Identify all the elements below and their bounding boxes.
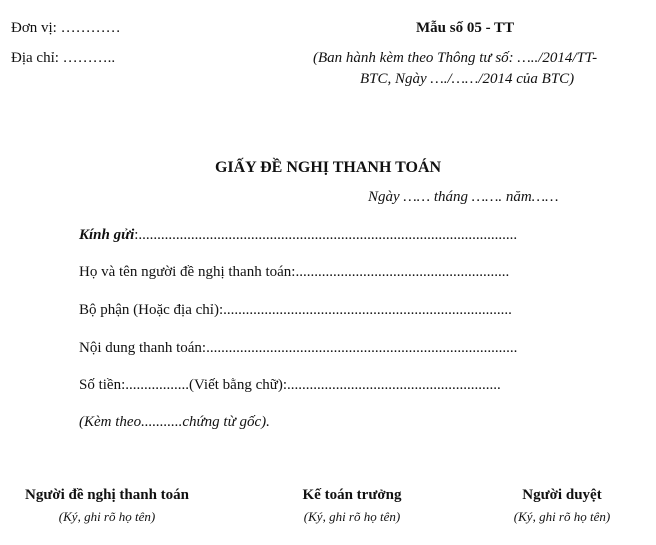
signature-note: (Ký, ghi rõ họ tên) <box>303 509 401 524</box>
unit-line: Đơn vị: ………… <box>11 20 121 36</box>
signature-chief-accountant <box>242 487 462 525</box>
field-bo-phan: Bộ phận (Hoặc địa chỉ):............................................................................. <box>79 302 512 318</box>
signature-approver <box>452 487 656 525</box>
kinh-gui-dots: :..................................................................................................... <box>134 227 518 243</box>
issued-note-line-1: (Ban hành kèm theo Thông tư số: …../2014/TT- <box>313 50 598 66</box>
field-so-tien: Số tiền:.................(Viết bằng chữ):......................................................... <box>79 377 501 393</box>
kinh-gui-label: Kính gửi <box>79 227 135 243</box>
field-ho-ten: Họ và tên người đề nghị thanh toán:......................................................... <box>79 264 510 280</box>
issued-note-line-2: BTC, Ngày …./……/2014 của BTC) <box>360 71 575 87</box>
field-kinh-gui <box>79 227 517 244</box>
field-kem-theo: (Kèm theo...........chứng từ gốc). <box>79 414 270 430</box>
signature-title: Người duyệt <box>522 487 602 503</box>
field-noi-dung: Nội dung thanh toán:................................................................................... <box>79 340 518 356</box>
document-title: GIẤY ĐỀ NGHỊ THANH TOÁN <box>214 159 442 176</box>
signature-note: (Ký, ghi rõ họ tên) <box>58 509 156 524</box>
signature-title: Người đề nghị thanh toán <box>24 487 190 503</box>
date-line: Ngày …… tháng ……. năm…… <box>368 189 559 205</box>
address-line: Địa chỉ: ……….. <box>11 50 116 66</box>
signature-note: (Ký, ghi rõ họ tên) <box>513 509 611 524</box>
form-number: Mẫu số 05 - TT <box>416 20 515 36</box>
signature-requester <box>0 487 217 525</box>
signature-title: Kế toán trưởng <box>302 487 402 503</box>
